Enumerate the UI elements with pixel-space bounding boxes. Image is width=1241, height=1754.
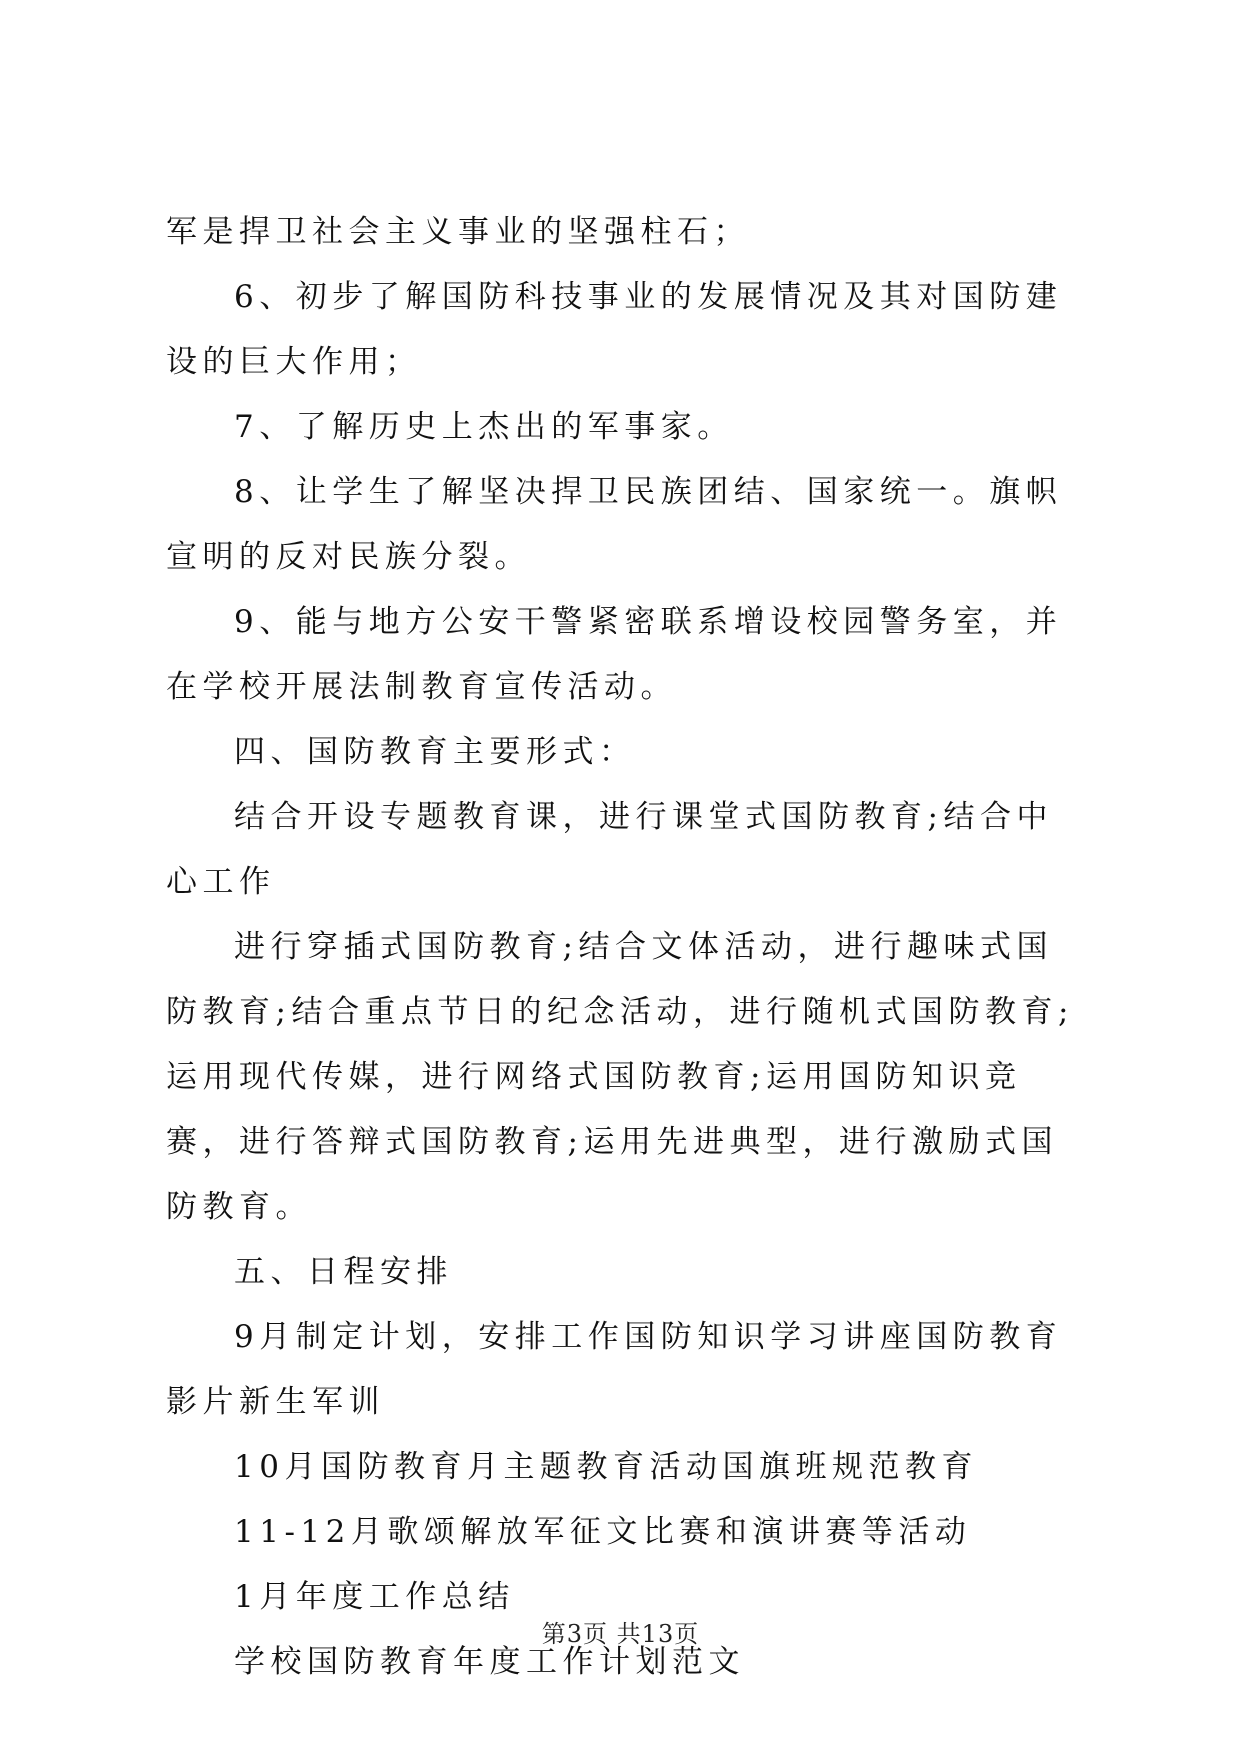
paragraph-7: 结合开设专题教育课，进行课堂式国防教育;结合中心工作 xyxy=(166,799,1053,900)
schedule-item-sep: 9月制定计划，安排工作国防知识学习讲座国防教育影片新生军训 xyxy=(166,1319,1063,1420)
section-heading-4: 四、国防教育主要形式： xyxy=(234,734,636,770)
next-document-title: 学校国防教育年度工作计划范文 xyxy=(234,1644,745,1680)
schedule-item-nov-dec: 11-12月歌颂解放军征文比赛和演讲赛等活动 xyxy=(234,1514,972,1550)
section-heading-5: 五、日程安排 xyxy=(234,1254,453,1290)
paragraph-1: 军是捍卫社会主义事业的坚强柱石； xyxy=(166,214,750,250)
paragraph-3: 7、了解历史上杰出的军事家。 xyxy=(234,409,734,445)
page-number-footer: 第3页 共13页 xyxy=(541,1620,700,1648)
paragraph-8: 进行穿插式国防教育;结合文体活动，进行趣味式国防教育;结合重点节日的纪念活动，进行随机式国防教育;运用现代传媒，进行网络式国防教育;运用国防知识竞赛，进行答辩式国防教育;运用先进典型，进行激励式国防教育。 xyxy=(166,929,1074,1225)
paragraph-4: 8、让学生了解坚决捍卫民族团结、国家统一。旗帜宣明的反对民族分裂。 xyxy=(166,474,1063,575)
document-body xyxy=(166,200,1086,1695)
paragraph-2: 6、初步了解国防科技事业的发展情况及其对国防建设的巨大作用； xyxy=(166,279,1063,380)
paragraph-5: 9、能与地方公安干警紧密联系增设校园警务室，并在学校开展法制教育宣传活动。 xyxy=(166,604,1063,705)
schedule-item-oct: 10月国防教育月主题教育活动国旗班规范教育 xyxy=(234,1449,978,1485)
schedule-item-jan: 1月年度工作总结 xyxy=(234,1579,515,1615)
